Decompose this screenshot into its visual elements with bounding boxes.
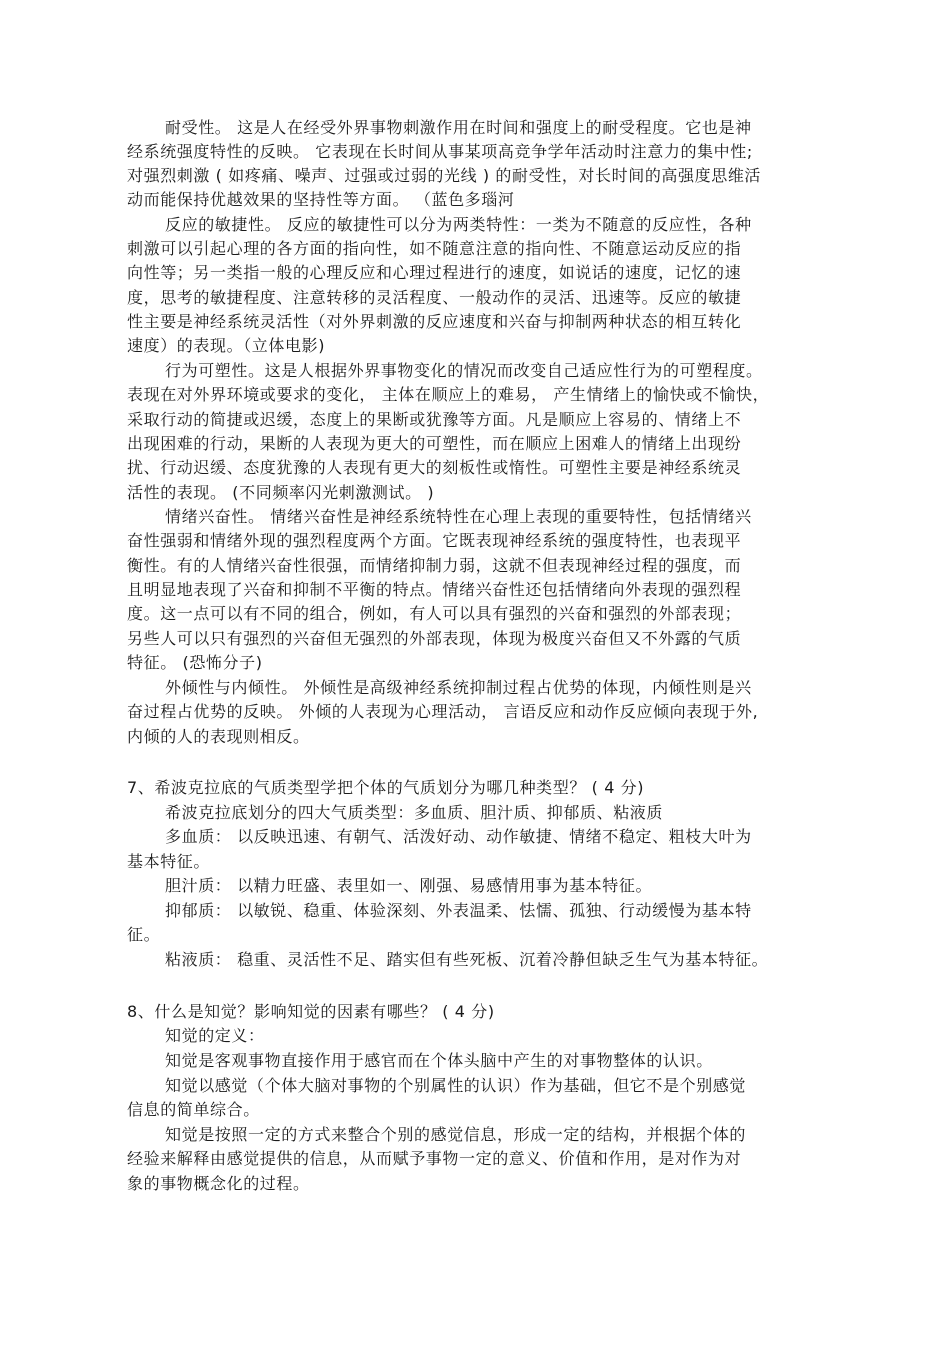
text-line: 奋性强弱和情绪外现的强烈程度两个方面。它既表现神经系统的强度特性，也表现平: [127, 531, 742, 550]
text-line: 粘液质： 稳重、灵活性不足、踏实但有些死板、沉着冷静但缺乏生气为基本特征。: [165, 950, 769, 969]
text-line: 度，思考的敏捷程度、注意转移的灵活程度、一般动作的灵活、迅速等。反应的敏捷: [127, 288, 742, 307]
text-line: 内倾的人的表现则相反。: [127, 727, 310, 746]
text-line: 奋过程占优势的反映。 外倾的人表现为心理活动， 言语反应和动作反应倾向表现于外,: [127, 702, 759, 721]
text-line: 抑郁质： 以敏锐、稳重、体验深刻、外表温柔、怯懦、孤独、行动缓慢为基本特: [165, 901, 752, 920]
text-line: 扰、行动迟缓、态度犹豫的人表现有更大的刻板性或惰性。可塑性主要是神经系统灵: [127, 458, 742, 477]
text-line: 经系统强度特性的反映。 它表现在长时间从事某项高竞争学年活动时注意力的集中性;: [127, 142, 753, 161]
text-line: 知觉的定义：: [165, 1026, 265, 1045]
text-line: 多血质： 以反映迅速、有朝气、活泼好动、动作敏捷、情绪不稳定、粗枝大叶为: [165, 827, 752, 846]
text-line: 活性的表现。 (不同频率闪光刺激测试。 ): [127, 483, 435, 502]
text-line: 度。这一点可以有不同的组合，例如，有人可以具有强烈的兴奋和强烈的外部表现；: [127, 604, 742, 623]
text-line: 象的事物概念化的过程。: [127, 1174, 310, 1193]
text-line: 出现困难的行动，果断的人表现为更大的可塑性，而在顺应上困难人的情绪上出现纷: [127, 434, 742, 453]
text-line: 外倾性与内倾性。 外倾性是高级神经系统抑制过程占优势的体现，内倾性则是兴: [165, 678, 752, 697]
text-line: 8、什么是知觉？影响知觉的因素有哪些？ ( 4 分): [127, 1002, 495, 1021]
text-line: 对强烈刺激 ( 如疼痛、噪声、过强或过弱的光线 ) 的耐受性，对长时间的高强度思维活: [127, 166, 762, 185]
text-line: 知觉以感觉（个体大脑对事物的个别属性的认识）作为基础，但它不是个别感觉: [165, 1076, 747, 1095]
text-line: 信息的简单综合。: [127, 1100, 260, 1119]
text-line: 衡性。有的人情绪兴奋性很强，而情绪抑制力弱，这就不但表现神经过程的强度，而: [127, 556, 742, 575]
text-line: 知觉是按照一定的方式来整合个别的感觉信息，形成一定的结构，并根据个体的: [165, 1125, 747, 1144]
text-line: 耐受性。 这是人在经受外界事物刺激作用在时间和强度上的耐受程度。它也是神: [165, 118, 752, 137]
text-line: 情绪兴奋性。 情绪兴奋性是神经系统特性在心理上表现的重要特性，包括情绪兴: [165, 507, 752, 526]
text-line: 表现在对外界环境或要求的变化， 主体在顺应上的难易， 产生情绪上的愉快或不愉快，: [127, 385, 770, 404]
text-line: 希波克拉底划分的四大气质类型：多血质、胆汁质、抑郁质、粘液质: [165, 803, 664, 822]
text-line: 经验来解释由感觉提供的信息，从而赋予事物一定的意义、价值和作用，是对作为对: [127, 1149, 742, 1168]
text-line: 7、希波克拉底的气质类型学把个体的气质划分为哪几种类型？ ( 4 分): [127, 778, 645, 797]
text-line: 知觉是客观事物直接作用于感官而在个体头脑中产生的对事物整体的认识。: [165, 1051, 713, 1070]
text-line: 反应的敏捷性。 反应的敏捷性可以分为两类特性：一类为不随意的反应性，各种: [165, 215, 752, 234]
text-line: 速度）的表现。（立体电影): [127, 336, 326, 355]
text-line: 基本特征。: [127, 852, 211, 871]
text-line: 向性等；另一类指一般的心理反应和心理过程进行的速度，如说话的速度，记忆的速: [127, 263, 742, 282]
text-line: 另些人可以只有强烈的兴奋但无强烈的外部表现，体现为极度兴奋但又不外露的气质: [127, 629, 742, 648]
text-line: 特征。 (恐怖分子): [127, 653, 263, 672]
text-line: 征。: [127, 925, 161, 944]
text-line: 动而能保持优越效果的坚持性等方面。 （蓝色多瑙河: [127, 190, 515, 209]
text-line: 行为可塑性。这是人根据外界事物变化的情况而改变自己适应性行为的可塑程度。: [165, 361, 763, 380]
text-line: 采取行动的简捷或迟缓，态度上的果断或犹豫等方面。凡是顺应上容易的、情绪上不: [127, 410, 742, 429]
text-line: 且明显地表现了兴奋和抑制不平衡的特点。情绪兴奋性还包括情绪向外表现的强烈程: [127, 580, 742, 599]
text-line: 刺激可以引起心理的各方面的指向性，如不随意注意的指向性、不随意运动反应的指: [127, 239, 742, 258]
text-line: 性主要是神经系统灵活性（对外界刺激的反应速度和兴奋与抑制两种状态的相互转化: [127, 312, 742, 331]
text-line: 胆汁质： 以精力旺盛、表里如一、刚强、易感情用事为基本特征。: [165, 876, 653, 895]
